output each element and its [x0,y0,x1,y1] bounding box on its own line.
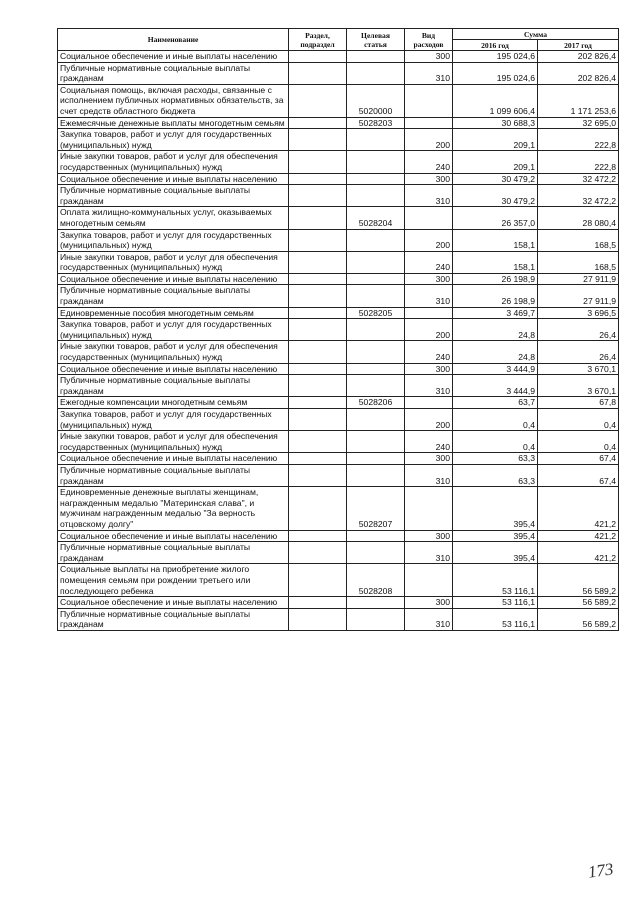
row-type-cell: 200 [405,319,453,341]
row-2017-cell: 67,4 [538,453,619,465]
row-target-cell [347,530,405,542]
row-2016-cell: 158,1 [453,251,538,273]
table-row [58,129,619,151]
row-target-cell [347,375,405,397]
row-section-cell [289,273,347,285]
row-type-cell: 300 [405,363,453,375]
table-row [58,62,619,84]
row-type-cell: 240 [405,341,453,363]
row-name-cell: Закупка товаров, работ и услуг для государственных (муниципальных) нужд [58,319,289,341]
row-2017-cell: 26,4 [538,319,619,341]
row-target-cell [347,251,405,273]
row-section-cell [289,62,347,84]
table-row [58,564,619,597]
row-name-cell: Публичные нормативные социальные выплаты гражданам [58,185,289,207]
row-name-cell: Иные закупки товаров, работ и услуг для обеспечения государственных (муниципальных) нужд [58,341,289,363]
row-name-cell: Ежегодные компенсации многодетным семьям [58,397,289,409]
row-target-cell [347,62,405,84]
row-name-cell: Публичные нормативные социальные выплаты гражданам [58,62,289,84]
table-header [58,29,619,51]
row-target-cell [347,285,405,307]
row-2016-cell: 395,4 [453,542,538,564]
row-type-cell [405,487,453,530]
row-type-cell: 300 [405,530,453,542]
row-name-cell: Иные закупки товаров, работ и услуг для обеспечения государственных (муниципальных) нужд [58,251,289,273]
row-target-cell [347,608,405,630]
header-year-2016: 2016 год [453,40,538,51]
table-row [58,542,619,564]
row-type-cell: 310 [405,375,453,397]
table-row [58,51,619,63]
table-row [58,285,619,307]
table-row [58,151,619,173]
row-name-cell: Социальное обеспечение и иные выплаты населению [58,273,289,285]
row-2016-cell: 195 024,6 [453,51,538,63]
row-2016-cell: 1 099 606,4 [453,84,538,117]
row-2017-cell: 27 911,9 [538,285,619,307]
row-2016-cell: 53 116,1 [453,597,538,609]
row-2017-cell: 421,2 [538,542,619,564]
row-2016-cell: 63,3 [453,464,538,486]
table-row [58,117,619,129]
row-type-cell: 310 [405,542,453,564]
row-2017-cell: 222,8 [538,129,619,151]
row-name-cell: Закупка товаров, работ и услуг для государственных (муниципальных) нужд [58,129,289,151]
table-row [58,319,619,341]
table-row [58,530,619,542]
row-target-cell: 5028205 [347,307,405,319]
row-section-cell [289,129,347,151]
row-2016-cell: 3 444,9 [453,375,538,397]
row-name-cell: Ежемесячные денежные выплаты многодетным семьям [58,117,289,129]
row-name-cell: Закупка товаров, работ и услуг для государственных (муниципальных) нужд [58,229,289,251]
row-2016-cell: 209,1 [453,129,538,151]
row-target-cell [347,409,405,431]
row-section-cell [289,564,347,597]
row-section-cell [289,375,347,397]
row-type-cell: 310 [405,608,453,630]
row-2016-cell: 30 479,2 [453,173,538,185]
budget-table [57,28,619,631]
row-2017-cell: 32 472,2 [538,173,619,185]
row-2017-cell: 32 472,2 [538,185,619,207]
row-2017-cell: 0,4 [538,409,619,431]
header-type: Вид расходов [405,29,453,51]
row-section-cell [289,151,347,173]
row-2016-cell: 53 116,1 [453,608,538,630]
table-row [58,597,619,609]
table-row [58,273,619,285]
row-name-cell: Социальная помощь, включая расходы, связанные с исполнением публичных нормативных обязательств, за счет средств областного бюджета [58,84,289,117]
table-row [58,487,619,530]
table-row [58,251,619,273]
row-type-cell: 200 [405,129,453,151]
row-section-cell [289,341,347,363]
row-type-cell: 310 [405,285,453,307]
row-name-cell: Социальное обеспечение и иные выплаты населению [58,363,289,375]
row-target-cell [347,273,405,285]
row-section-cell [289,487,347,530]
row-2016-cell: 3 469,7 [453,307,538,319]
row-name-cell: Публичные нормативные социальные выплаты гражданам [58,375,289,397]
row-2017-cell: 421,2 [538,530,619,542]
row-type-cell: 200 [405,409,453,431]
row-type-cell [405,207,453,229]
row-target-cell [347,431,405,453]
row-target-cell: 5028207 [347,487,405,530]
row-2016-cell: 26 357,0 [453,207,538,229]
row-type-cell [405,564,453,597]
row-name-cell: Публичные нормативные социальные выплаты гражданам [58,464,289,486]
table-row [58,397,619,409]
table-row [58,409,619,431]
row-2017-cell: 56 589,2 [538,608,619,630]
row-2016-cell: 395,4 [453,530,538,542]
row-2016-cell: 0,4 [453,409,538,431]
row-type-cell: 240 [405,431,453,453]
row-name-cell: Социальное обеспечение и иные выплаты населению [58,173,289,185]
row-name-cell: Публичные нормативные социальные выплаты гражданам [58,608,289,630]
row-section-cell [289,431,347,453]
table-row [58,453,619,465]
row-section-cell [289,530,347,542]
row-target-cell [347,597,405,609]
row-section-cell [289,51,347,63]
row-target-cell [347,51,405,63]
table-row [58,207,619,229]
row-name-cell: Социальное обеспечение и иные выплаты населению [58,51,289,63]
row-target-cell: 5028203 [347,117,405,129]
row-name-cell: Иные закупки товаров, работ и услуг для обеспечения государственных (муниципальных) нужд [58,431,289,453]
row-target-cell [347,319,405,341]
row-2017-cell: 27 911,9 [538,273,619,285]
table-row [58,608,619,630]
row-2016-cell: 0,4 [453,431,538,453]
row-type-cell: 300 [405,273,453,285]
row-target-cell [347,185,405,207]
row-name-cell: Закупка товаров, работ и услуг для государственных (муниципальных) нужд [58,409,289,431]
row-name-cell: Социальное обеспечение и иные выплаты населению [58,453,289,465]
row-target-cell: 5020000 [347,84,405,117]
row-section-cell [289,363,347,375]
row-2017-cell: 1 171 253,6 [538,84,619,117]
row-section-cell [289,453,347,465]
row-type-cell: 300 [405,597,453,609]
row-name-cell: Единовременные денежные выплаты женщинам, награжденным медалью "Материнская слава", и мужчинам награжденным медалью "За верность отцовскому долгу" [58,487,289,530]
row-2016-cell: 209,1 [453,151,538,173]
row-section-cell [289,84,347,117]
table-row [58,363,619,375]
row-target-cell: 5028206 [347,397,405,409]
row-target-cell [347,542,405,564]
row-target-cell [347,453,405,465]
header-name: Наименование [58,29,289,51]
header-sum: Сумма [453,29,619,40]
row-2017-cell: 3 696,5 [538,307,619,319]
header-section: Раздел, подраздел [289,29,347,51]
row-target-cell: 5028208 [347,564,405,597]
row-target-cell [347,464,405,486]
row-type-cell: 310 [405,62,453,84]
row-section-cell [289,397,347,409]
row-2016-cell: 26 198,9 [453,273,538,285]
row-target-cell: 5028204 [347,207,405,229]
row-target-cell [347,173,405,185]
row-section-cell [289,319,347,341]
row-name-cell: Социальное обеспечение и иные выплаты населению [58,530,289,542]
row-2017-cell: 3 670,1 [538,363,619,375]
row-type-cell [405,307,453,319]
row-type-cell: 310 [405,185,453,207]
row-2016-cell: 158,1 [453,229,538,251]
row-2016-cell: 30 479,2 [453,185,538,207]
row-section-cell [289,285,347,307]
row-target-cell [347,229,405,251]
row-2017-cell: 67,4 [538,464,619,486]
row-section-cell [289,464,347,486]
row-name-cell: Единовременные пособия многодетным семьям [58,307,289,319]
row-target-cell [347,151,405,173]
table-row [58,307,619,319]
row-section-cell [289,117,347,129]
row-2017-cell: 421,2 [538,487,619,530]
row-target-cell [347,129,405,151]
row-type-cell: 240 [405,151,453,173]
table-row [58,431,619,453]
row-section-cell [289,251,347,273]
table-body [58,51,619,631]
table-row [58,185,619,207]
row-name-cell: Публичные нормативные социальные выплаты гражданам [58,542,289,564]
row-2017-cell: 56 589,2 [538,564,619,597]
row-2017-cell: 202 826,4 [538,62,619,84]
row-2017-cell: 0,4 [538,431,619,453]
row-name-cell: Оплата жилищно-коммунальных услуг, оказываемых многодетным семьям [58,207,289,229]
row-2017-cell: 26,4 [538,341,619,363]
row-2017-cell: 168,5 [538,229,619,251]
row-2016-cell: 24,8 [453,319,538,341]
row-2017-cell: 202 826,4 [538,51,619,63]
row-section-cell [289,608,347,630]
row-type-cell: 240 [405,251,453,273]
table-row [58,375,619,397]
row-2016-cell: 24,8 [453,341,538,363]
row-2017-cell: 3 670,1 [538,375,619,397]
row-section-cell [289,207,347,229]
row-type-cell [405,84,453,117]
row-section-cell [289,542,347,564]
row-2017-cell: 28 080,4 [538,207,619,229]
page-number: 173 [586,859,615,882]
row-name-cell: Иные закупки товаров, работ и услуг для обеспечения государственных (муниципальных) нужд [58,151,289,173]
row-2017-cell: 67,8 [538,397,619,409]
header-target: Целевая статья [347,29,405,51]
table-row [58,173,619,185]
row-2016-cell: 26 198,9 [453,285,538,307]
row-target-cell [347,363,405,375]
row-type-cell: 300 [405,173,453,185]
row-2016-cell: 30 688,3 [453,117,538,129]
row-target-cell [347,341,405,363]
row-2016-cell: 53 116,1 [453,564,538,597]
row-section-cell [289,229,347,251]
row-name-cell: Социальное обеспечение и иные выплаты населению [58,597,289,609]
row-type-cell [405,397,453,409]
row-2016-cell: 3 444,9 [453,363,538,375]
table-row [58,229,619,251]
row-section-cell [289,185,347,207]
row-name-cell: Социальные выплаты на приобретение жилого помещения семьям при рождении третьего или последующего ребенка [58,564,289,597]
table-row [58,464,619,486]
row-2017-cell: 32 695,0 [538,117,619,129]
row-section-cell [289,597,347,609]
row-section-cell [289,173,347,185]
table-row [58,341,619,363]
row-2017-cell: 168,5 [538,251,619,273]
row-2017-cell: 222,8 [538,151,619,173]
row-name-cell: Публичные нормативные социальные выплаты гражданам [58,285,289,307]
row-2016-cell: 63,7 [453,397,538,409]
row-type-cell: 300 [405,51,453,63]
row-2017-cell: 56 589,2 [538,597,619,609]
row-type-cell [405,117,453,129]
table-row [58,84,619,117]
row-2016-cell: 63,3 [453,453,538,465]
row-2016-cell: 195 024,6 [453,62,538,84]
header-year-2017: 2017 год [538,40,619,51]
row-2016-cell: 395,4 [453,487,538,530]
row-type-cell: 310 [405,464,453,486]
row-type-cell: 300 [405,453,453,465]
row-type-cell: 200 [405,229,453,251]
row-section-cell [289,409,347,431]
row-section-cell [289,307,347,319]
